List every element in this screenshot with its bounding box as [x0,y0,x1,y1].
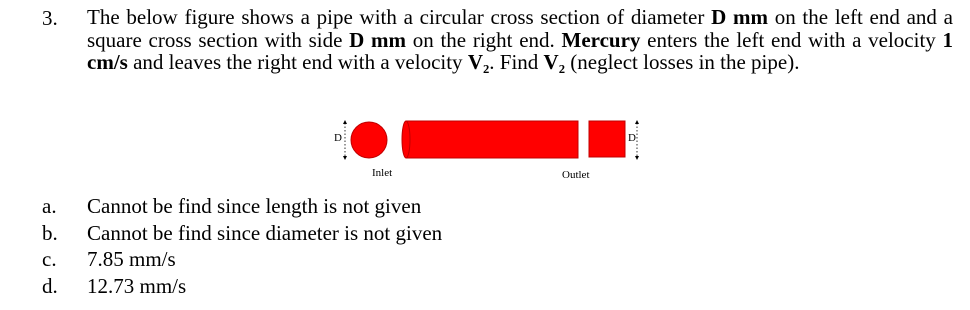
outlet-label: Outlet [562,169,590,181]
question-text-part: on the right end. [406,27,562,52]
pipe-body [402,121,578,158]
option-letter: c. [42,247,57,271]
pipe-figure-svg [300,120,660,190]
side-symbol: D mm [349,27,407,52]
option-letter: a. [42,194,57,218]
option-text: Cannot be find since diameter is not given [87,220,443,245]
question-text-part: on the left end and a square cross section with side [87,5,953,52]
outlet-velocity-symbol: V₂ [467,50,490,74]
inlet-dimension-arrow [343,120,347,160]
inlet-dimension-label: D [334,132,342,144]
outlet-dimension-label: D [628,132,636,144]
fluid-name: Mercury [561,27,641,52]
inlet-velocity: 1 cm/s [87,27,953,74]
inlet-label: Inlet [372,167,393,179]
question-number: 3. [42,6,58,30]
option-text: Cannot be find since length is not given [87,194,422,218]
pipe-figure [300,120,660,190]
option-text: 7.85 mm/s [87,247,176,271]
option-text: 12.73 mm/s [87,273,187,298]
question-text-part: enters the left end with a velocity [640,27,943,52]
question-text-part: and leaves the right end with a velocity [127,50,468,74]
outlet-square-cross-section [589,121,625,157]
inlet-circle-cross-section [351,122,387,158]
option-letter: d. [42,273,58,298]
option-letter: b. [42,220,58,245]
question-text-part: (neglect losses in the pipe). [565,50,800,74]
diameter-symbol: D mm [711,5,768,29]
question-text-part: The below figure shows a pipe with a circular cross section of diameter [87,5,712,29]
find-symbol: V₂ [543,50,566,74]
question-text [87,6,953,74]
question-text-part: . Find [489,50,544,74]
